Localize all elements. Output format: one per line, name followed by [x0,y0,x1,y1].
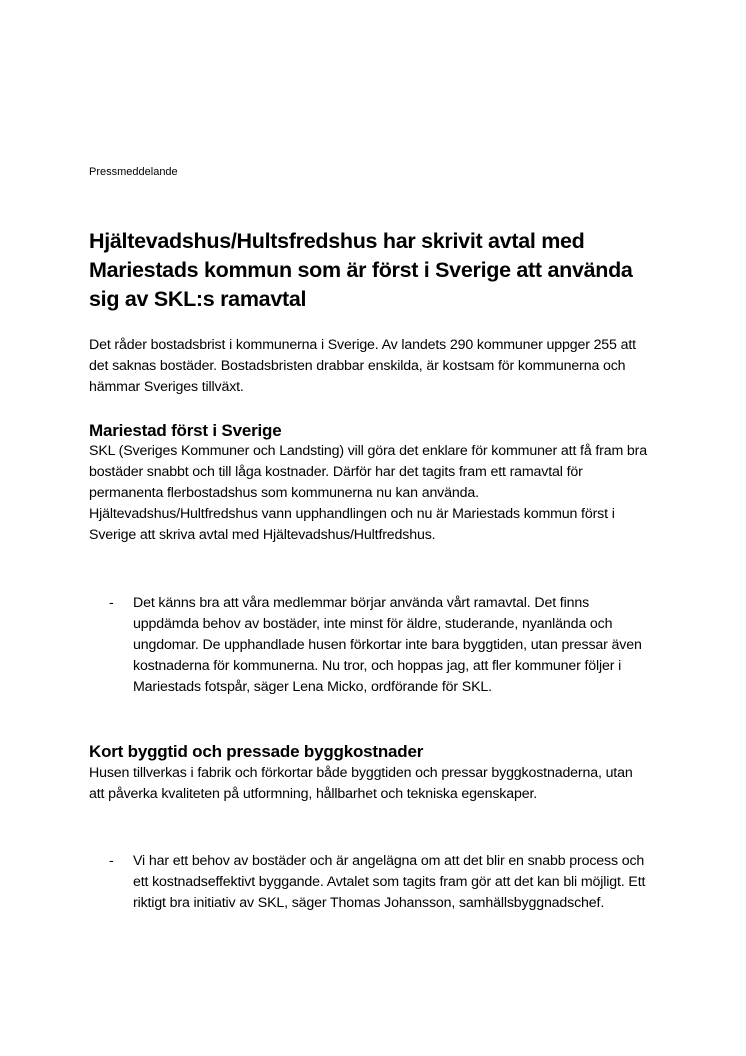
quote-lena-micko [89,593,649,698]
section-body-byggtid: Husen tillverkas i fabrik och förkortar både byggtiden och pressar byggkostnaderna, utan att påverka kvaliteten på utformning, hållbarhet och tekniska egenskaper. [89,765,633,802]
section-heading-byggtid: Kort byggtid och pressade byggkostnader [89,742,424,761]
document-title: Hjältevadshus/Hultsfredshus har skrivit avtal med Mariestads kommun som är först i Sverige att använda sig av SKL:s ramavtal [89,229,633,311]
quote-text: Det känns bra att våra medlemmar börjar använda vårt ramavtal. Det finns uppdämda behov av bostäder, inte minst för äldre, studerande, nyanlända och ungdomar. De upphandlade husen förkortar inte bara byggtiden, utan pressar även kostnaderna för kommunerna. Nu tror, och hoppas jag, att fler kommuner följer i Mariestads fotspår, säger Lena Micko, ordförande för SKL. [133,595,642,695]
quote-text: Vi har ett behov av bostäder och är angelägna om att det blir en snabb process och ett kostnadseffektivt byggande. Avtalet som tagits fram gör att det kan bli möjligt. Ett riktigt bra initiativ av SKL, säger Thomas Johansson, samhällsbyggnadschef. [133,853,646,911]
quote-dash: - [109,595,114,611]
quote-dash: - [109,853,114,869]
section-body-mariestad: SKL (Sveriges Kommuner och Landsting) vill göra det enklare för kommuner att få fram bra bostäder snabbt och till låga kostnader. Därför har det tagits fram ett ramavtal för permanenta flerbostadshus som kommunerna nu kan använda. Hjältevadshus/Hultfredshus vann upphandlingen och nu är Mariestads kommun först i Sverige att skriva avtal med Hjältevadshus/Hultfredshus. [89,443,647,543]
quote-thomas-johansson [89,851,649,914]
section-heading-mariestad: Mariestad först i Sverige [89,421,282,440]
document-label: Pressmeddelande [89,166,178,178]
intro-paragraph: Det råder bostadsbrist i kommunerna i Sverige. Av landets 290 kommuner uppger 255 att det saknas bostäder. Bostadsbristen drabbar enskilda, är kostsam för kommunerna och hämmar Sveriges tillväxt. [89,337,636,395]
